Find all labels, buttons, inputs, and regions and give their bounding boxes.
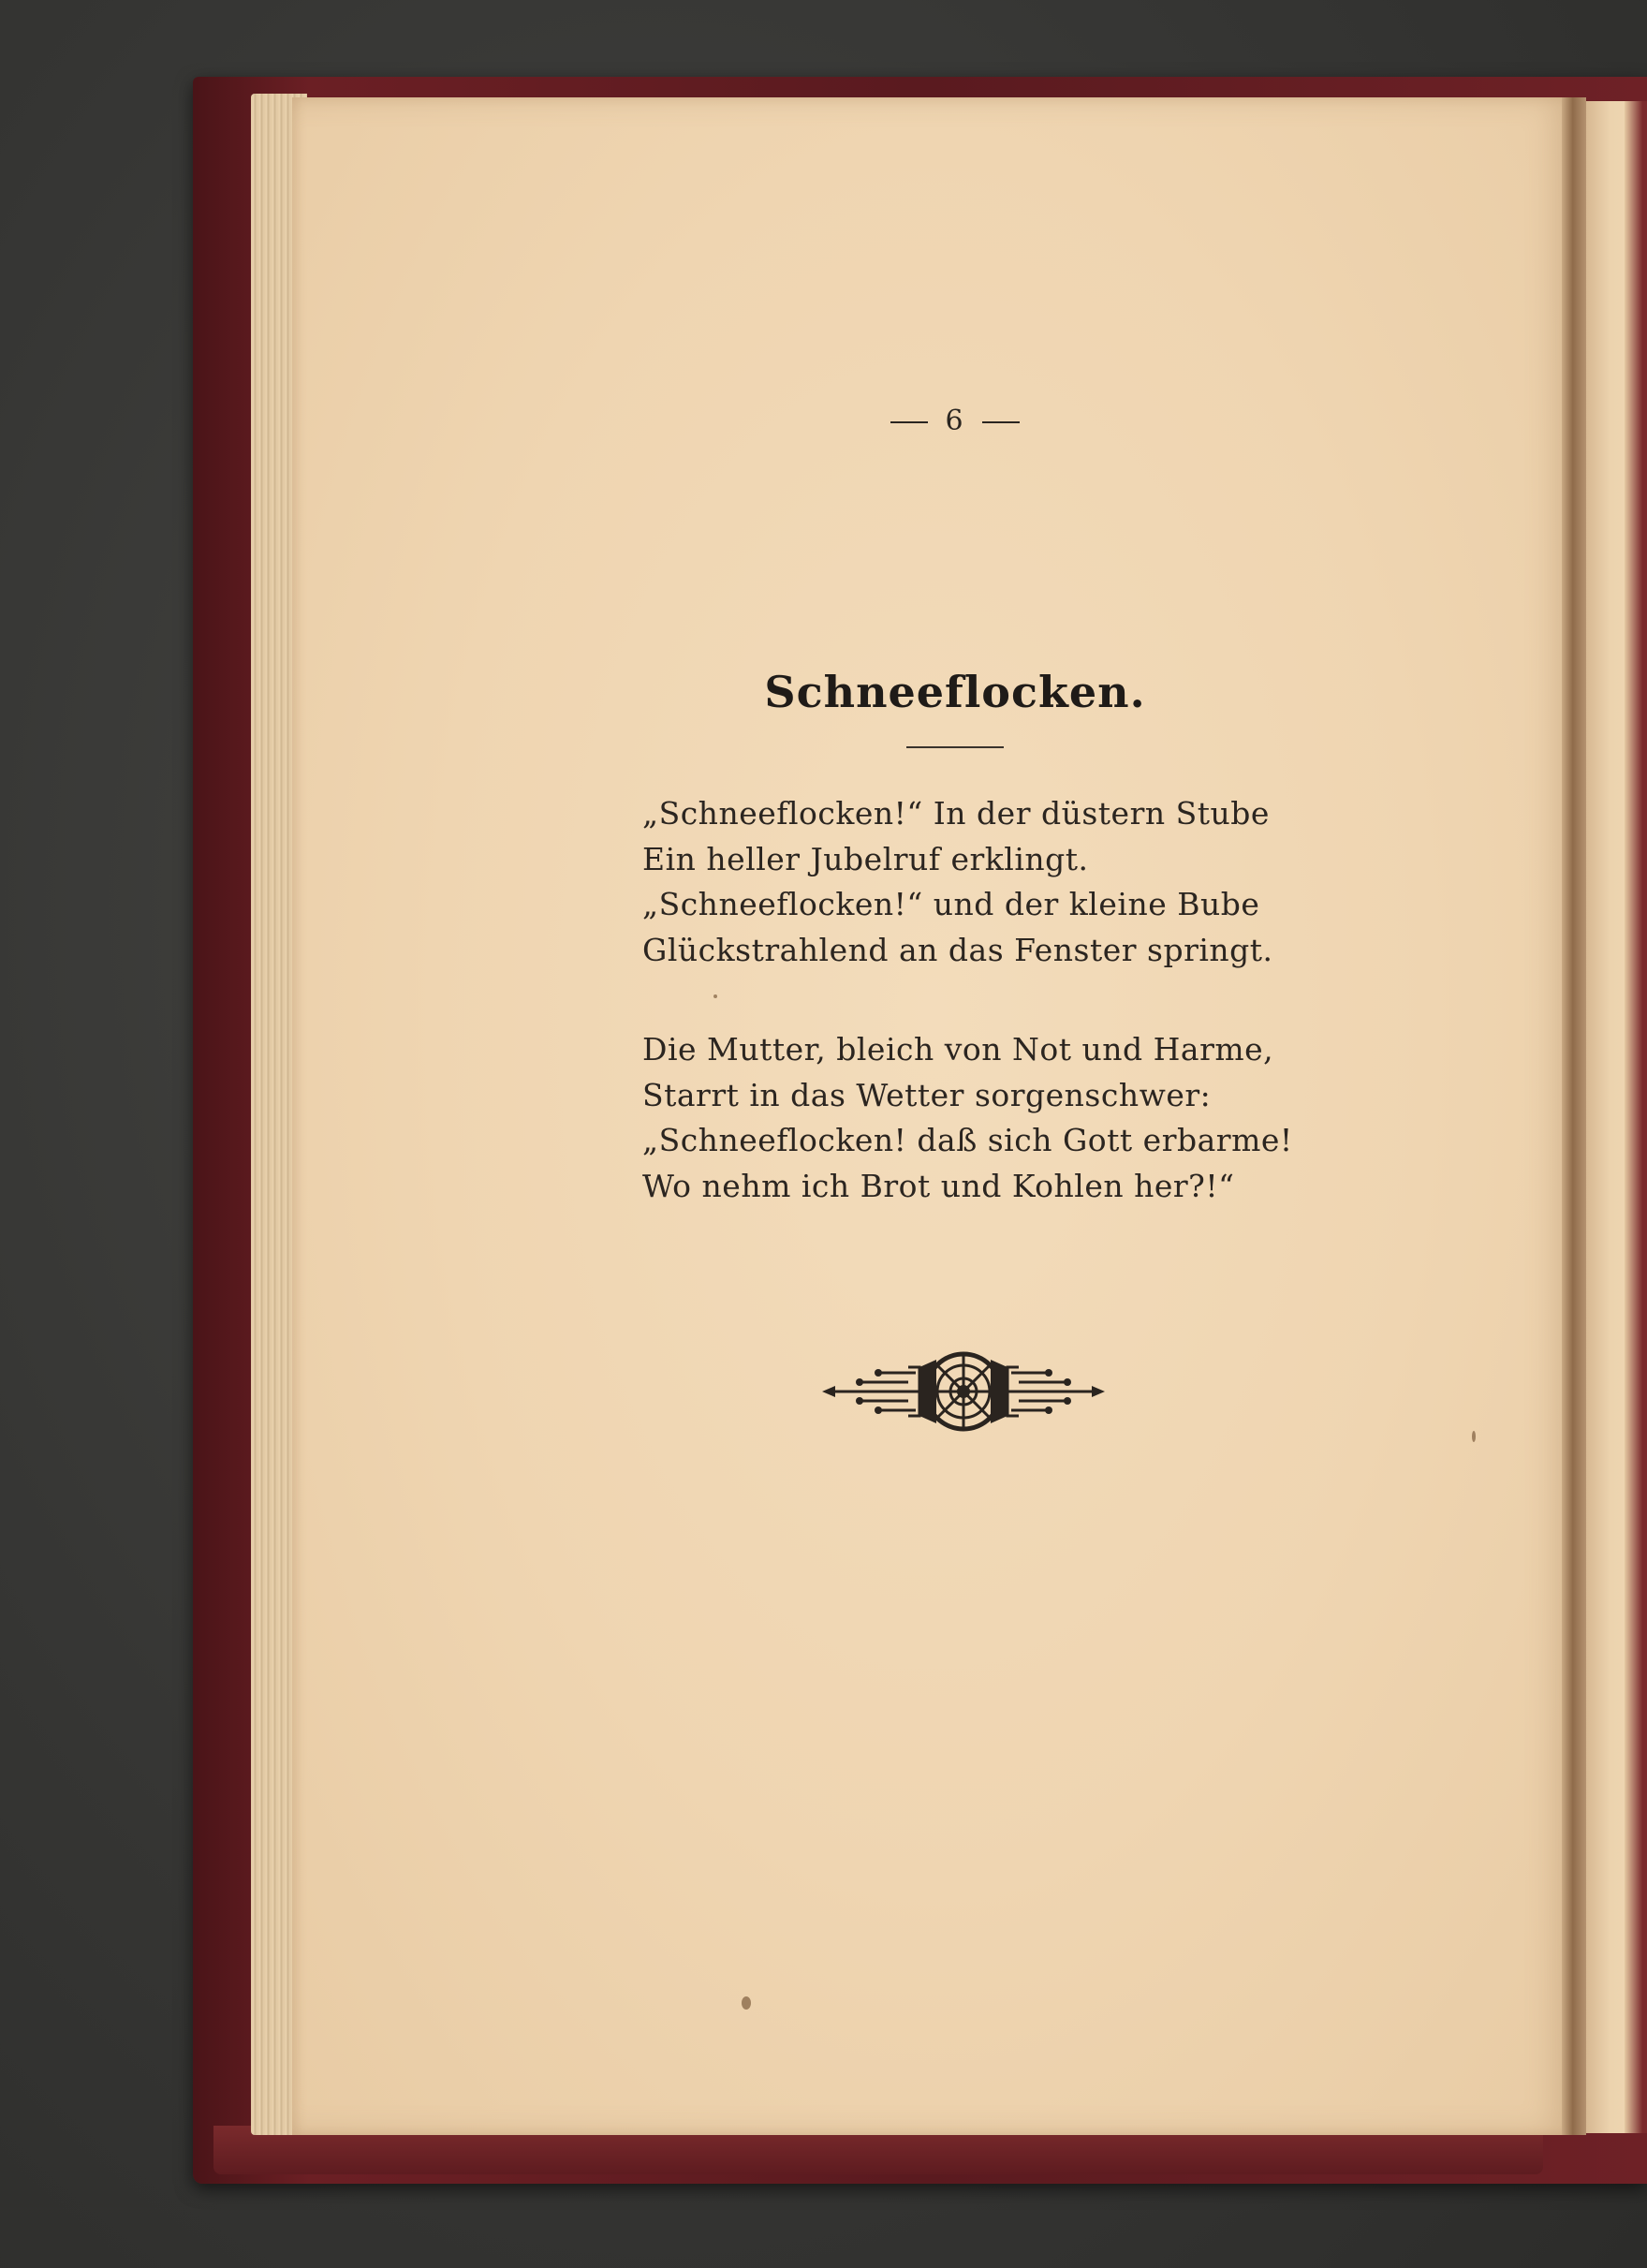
poem-line: Starrt in das Wetter sorgenschwer: bbox=[642, 1076, 1212, 1113]
poem-line: Die Mutter, bleich von Not und Harme, bbox=[642, 1031, 1274, 1068]
poem-line: „Schneeflocken!“ In der düstern Stube bbox=[642, 795, 1270, 832]
vignette-ornament-icon bbox=[822, 1348, 1105, 1435]
paper-speck bbox=[742, 1996, 751, 2010]
page-number-value: 6 bbox=[945, 405, 965, 437]
title-rule bbox=[906, 746, 1004, 748]
poem-line: Ein heller Jubelruf erklingt. bbox=[642, 840, 1089, 877]
poem-line: Wo nehm ich Brot und Kohlen her?!“ bbox=[642, 1167, 1235, 1204]
stanza-1 bbox=[642, 791, 1273, 973]
book-gutter bbox=[1562, 97, 1586, 2135]
paper-speck bbox=[713, 994, 717, 998]
page-number bbox=[0, 405, 1647, 437]
poem-line: „Schneeflocken!“ und der kleine Bube bbox=[642, 886, 1260, 922]
poem-title: Schneeflocken. bbox=[764, 667, 1146, 717]
page-number-left-dash bbox=[890, 421, 928, 423]
poem-line: „Schneeflocken! daß sich Gott erbarme! bbox=[642, 1122, 1293, 1158]
poem-line: Glückstrahlend an das Fenster springt. bbox=[642, 931, 1273, 968]
paper-speck bbox=[1472, 1431, 1476, 1442]
page-number-right-dash bbox=[982, 421, 1020, 423]
stanza-2 bbox=[642, 1027, 1293, 1209]
poem-body bbox=[642, 791, 1293, 1209]
